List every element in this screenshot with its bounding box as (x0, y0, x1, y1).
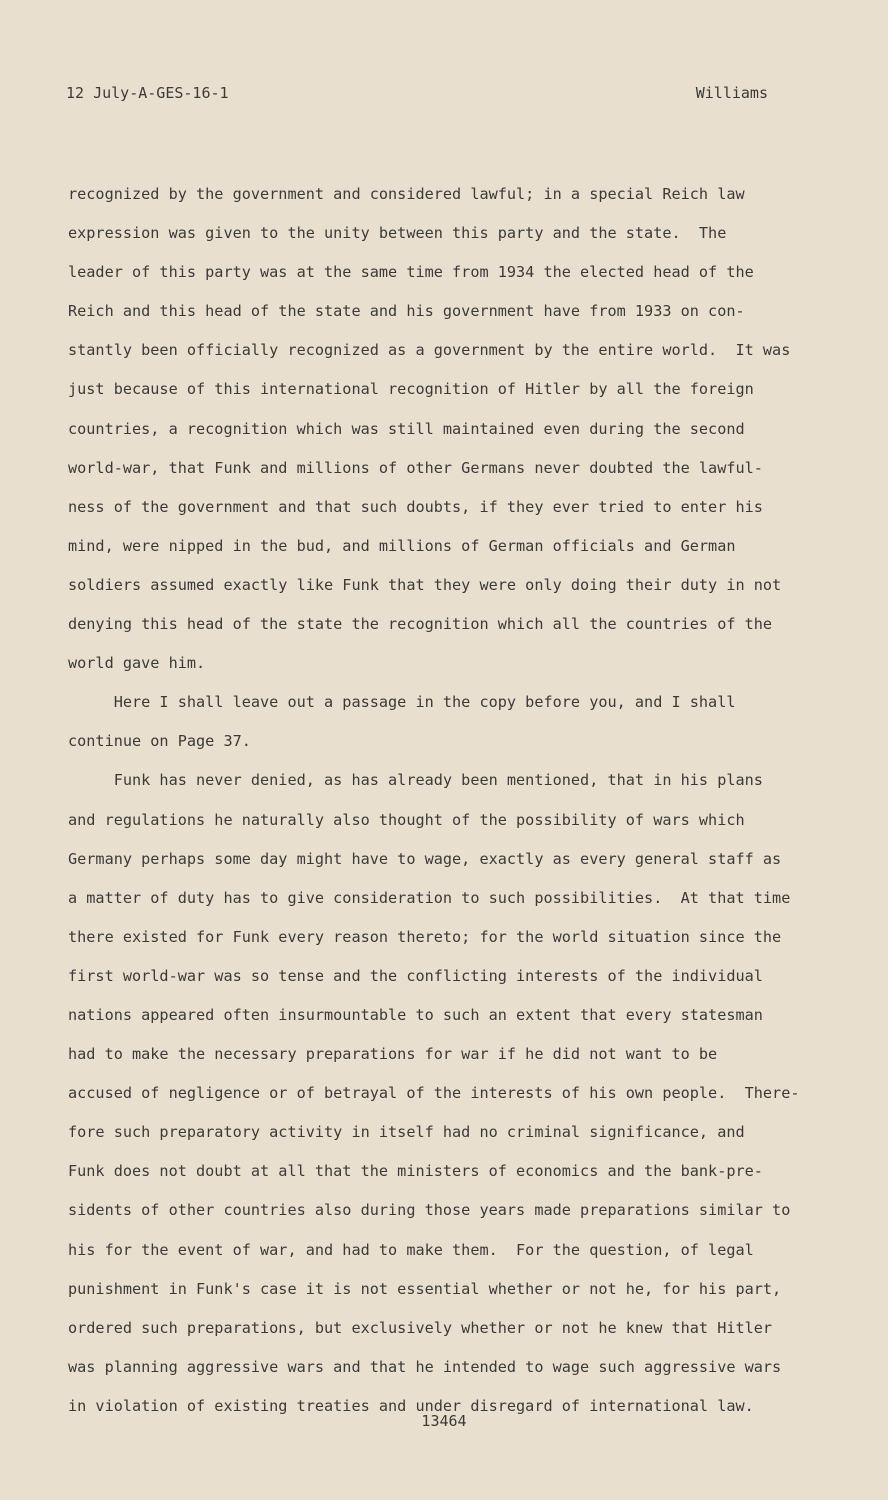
text-line: world gave him. (68, 654, 206, 673)
text-line: was planning aggressive wars and that he intended to wage such aggressive wars (68, 1357, 782, 1376)
text-line: ness of the government and that such doubts, if they ever tried to enter his (68, 497, 763, 516)
page-header (66, 84, 768, 108)
text-line: Funk has never denied, as has already been mentioned, that in his plans (68, 771, 763, 790)
text-line: in violation of existing treaties and under disregard of international law. (68, 1396, 754, 1415)
document-reference: 12 July-A-GES-16-1 (66, 84, 229, 102)
text-line: Germany perhaps some day might have to wage, exactly as every general staff as (68, 849, 782, 868)
text-line: leader of this party was at the same time from 1934 the elected head of the (68, 263, 754, 282)
text-line: had to make the necessary preparations for war if he did not want to be (68, 1045, 718, 1064)
text-line: world-war, that Funk and millions of other Germans never doubted the lawful- (68, 458, 763, 477)
text-line: Funk does not doubt at all that the ministers of economics and the bank-pre- (68, 1162, 763, 1181)
text-line: countries, a recognition which was still maintained even during the second (68, 419, 745, 438)
text-line: sidents of other countries also during those years made preparations similar to (68, 1201, 791, 1220)
text-line: punishment in Funk's case it is not essential whether or not he, for his part, (68, 1279, 782, 1298)
text-line: denying this head of the state the recognition which all the countries of the (68, 615, 773, 634)
text-line: and regulations he naturally also thought of the possibility of wars which (68, 810, 745, 829)
transcript-body (68, 182, 838, 1433)
text-line: ordered such preparations, but exclusively whether or not he knew that Hitler (68, 1318, 773, 1337)
text-line: just because of this international recognition of Hitler by all the foreign (68, 380, 754, 399)
text-line: Here I shall leave out a passage in the copy before you, and I shall (68, 693, 736, 712)
text-line: fore such preparatory activity in itself had no criminal significance, and (68, 1123, 745, 1142)
text-line: his for the event of war, and had to make them. For the question, of legal (68, 1240, 754, 1259)
text-line: expression was given to the unity between this party and the state. The (68, 224, 727, 243)
page-number: 13464 (421, 1412, 467, 1430)
text-line: mind, were nipped in the bud, and millions of German officials and German (68, 536, 736, 555)
text-line: accused of negligence or of betrayal of the interests of his own people. There- (68, 1084, 800, 1103)
text-line: first world-war was so tense and the conflicting interests of the individual (68, 966, 763, 985)
text-line: continue on Page 37. (68, 732, 251, 751)
text-line: soldiers assumed exactly like Funk that they were only doing their duty in not (68, 575, 782, 594)
text-line: nations appeared often insurmountable to such an extent that every statesman (68, 1005, 763, 1024)
text-line: Reich and this head of the state and his government have from 1933 on con- (68, 302, 745, 321)
text-line: a matter of duty has to give consideration to such possibilities. At that time (68, 888, 791, 907)
text-line: stantly been officially recognized as a government by the entire world. It was (68, 341, 791, 360)
speaker-name: Williams (695, 84, 768, 102)
text-line: there existed for Funk every reason thereto; for the world situation since the (68, 927, 782, 946)
text-line: recognized by the government and considered lawful; in a special Reich law (68, 185, 745, 203)
